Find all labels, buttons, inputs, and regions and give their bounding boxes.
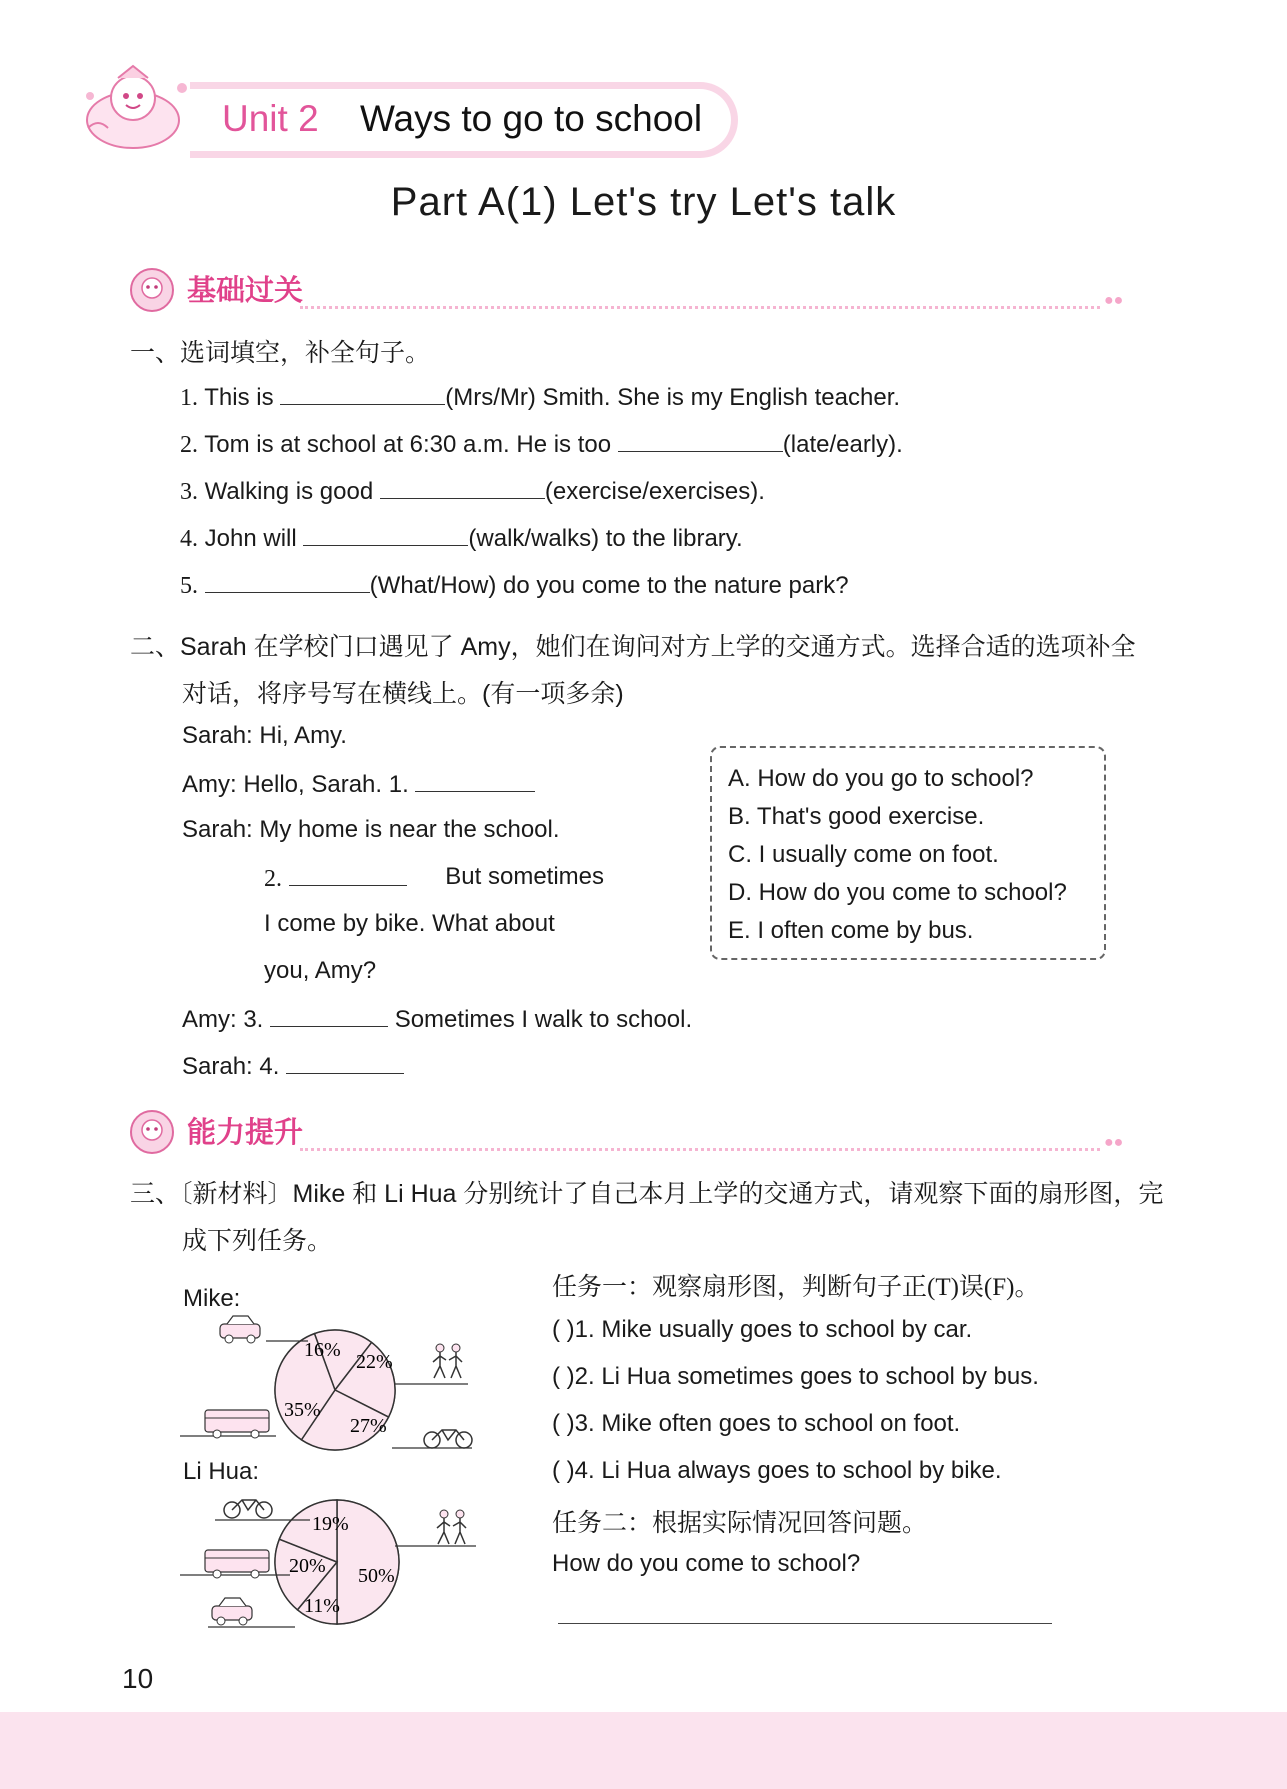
q3-instruction-line1: 三、〔新材料〕Mike 和 Li Hua 分别统计了自己本月上学的交通方式，请观察下面的扇形图，完	[130, 1180, 1164, 1208]
answer-blank[interactable]	[618, 429, 783, 452]
q1-item: 4. John will (walk/walks) to the library.	[180, 525, 743, 552]
pie-label: 22%	[356, 1351, 393, 1373]
dialogue-line: you, Amy?	[264, 957, 377, 984]
section-title-basic: 基础过关	[187, 275, 304, 307]
q2-instruction-line2: 对话，将序号写在横线上。(有一项多余)	[182, 680, 624, 708]
dialogue-line: Amy: Hello, Sarah. 1.	[182, 769, 535, 799]
tf-item: ( )3. Mike often goes to school on foot.	[552, 1410, 961, 1437]
option-item: B. That's good exercise.	[728, 803, 985, 830]
pie-label: 20%	[289, 1555, 326, 1577]
section-icon	[128, 1108, 176, 1161]
option-item: D. How do you come to school?	[728, 879, 1067, 906]
bus-icon	[205, 1550, 269, 1578]
walking-people-icon	[433, 1344, 462, 1378]
task2-question: How do you come to school?	[552, 1550, 861, 1577]
pie-label: 35%	[284, 1399, 321, 1421]
bike-icon	[224, 1500, 272, 1518]
car-icon	[220, 1316, 260, 1343]
walking-people-icon	[437, 1510, 466, 1544]
q1-instruction: 一、选词填空，补全句子。	[130, 339, 431, 367]
answer-blank[interactable]	[205, 570, 370, 593]
mascot-icon	[78, 58, 208, 163]
answer-blank[interactable]	[286, 1051, 404, 1074]
bus-icon	[205, 1410, 269, 1438]
dialogue-line: Amy: 3. Sometimes I walk to school.	[182, 1006, 693, 1033]
footer-band	[0, 1712, 1287, 1789]
task1-title: 任务一：观察扇形图，判断句子正(T)误(F)。	[552, 1274, 1040, 1301]
dialogue-line: I come by bike. What about	[264, 910, 555, 937]
unit-number: Unit 2	[222, 98, 319, 139]
dots-decoration: ●●	[1104, 292, 1124, 309]
dialogue-line: Sarah: My home is near the school.	[182, 816, 560, 843]
q1-item: 3. Walking is good (exercise/exercises).	[180, 478, 765, 505]
bike-icon	[424, 1430, 472, 1448]
option-item: E. I often come by bus.	[728, 917, 974, 944]
pie-label: 27%	[350, 1415, 387, 1437]
dialogue-line: Sarah: 4.	[182, 1051, 404, 1081]
unit-title: Ways to go to school	[360, 98, 703, 139]
page-number: 10	[122, 1663, 154, 1694]
dots-decoration: ●●	[1104, 1134, 1124, 1151]
q1-item: 2. Tom is at school at 6:30 a.m. He is too (late/early).	[180, 431, 903, 458]
tf-item: ( )2. Li Hua sometimes goes to school by bus.	[552, 1363, 1039, 1390]
tf-item: ( )4. Li Hua always goes to school by bike.	[552, 1457, 1002, 1484]
pie-charts	[180, 1300, 500, 1640]
pie-label: 19%	[312, 1513, 349, 1535]
section-icon	[128, 266, 176, 319]
q1-item: 5. (What/How) do you come to the nature park?	[180, 572, 849, 599]
car-icon	[212, 1598, 252, 1625]
mike-chart-label: Mike:	[183, 1285, 241, 1312]
q1-item: 1. This is (Mrs/Mr) Smith. She is my English teacher.	[180, 384, 901, 411]
task2-title: 任务二：根据实际情况回答问题。	[552, 1510, 928, 1537]
option-item: A. How do you go to school?	[728, 765, 1034, 792]
part-title: Part A(1) Let's try Let's talk	[390, 180, 897, 224]
section-divider	[300, 306, 1100, 309]
pie-label: 16%	[304, 1339, 341, 1361]
dialogue-line: 2. But sometimes	[264, 863, 604, 892]
answer-blank[interactable]	[380, 476, 545, 499]
pie-label: 11%	[304, 1595, 340, 1617]
lihua-chart-label: Li Hua:	[183, 1458, 260, 1485]
answer-blank[interactable]	[415, 769, 535, 792]
tf-item: ( )1. Mike usually goes to school by car.	[552, 1316, 973, 1343]
q3-instruction-line2: 成下列任务。	[182, 1227, 333, 1255]
q2-instruction-line1: 二、Sarah 在学校门口遇见了 Amy，她们在询问对方上学的交通方式。选择合适的选项补全	[130, 633, 1136, 661]
pie-label: 50%	[358, 1565, 395, 1587]
answer-blank[interactable]	[303, 523, 468, 546]
answer-blank[interactable]	[270, 1004, 388, 1027]
answer-blank[interactable]	[289, 863, 407, 886]
section-divider	[300, 1148, 1100, 1151]
answer-line[interactable]	[558, 1623, 1052, 1624]
section-title-advanced: 能力提升	[187, 1117, 304, 1149]
dialogue-line: Sarah: Hi, Amy.	[182, 722, 347, 749]
option-item: C. I usually come on foot.	[728, 841, 999, 868]
answer-blank[interactable]	[280, 382, 445, 405]
